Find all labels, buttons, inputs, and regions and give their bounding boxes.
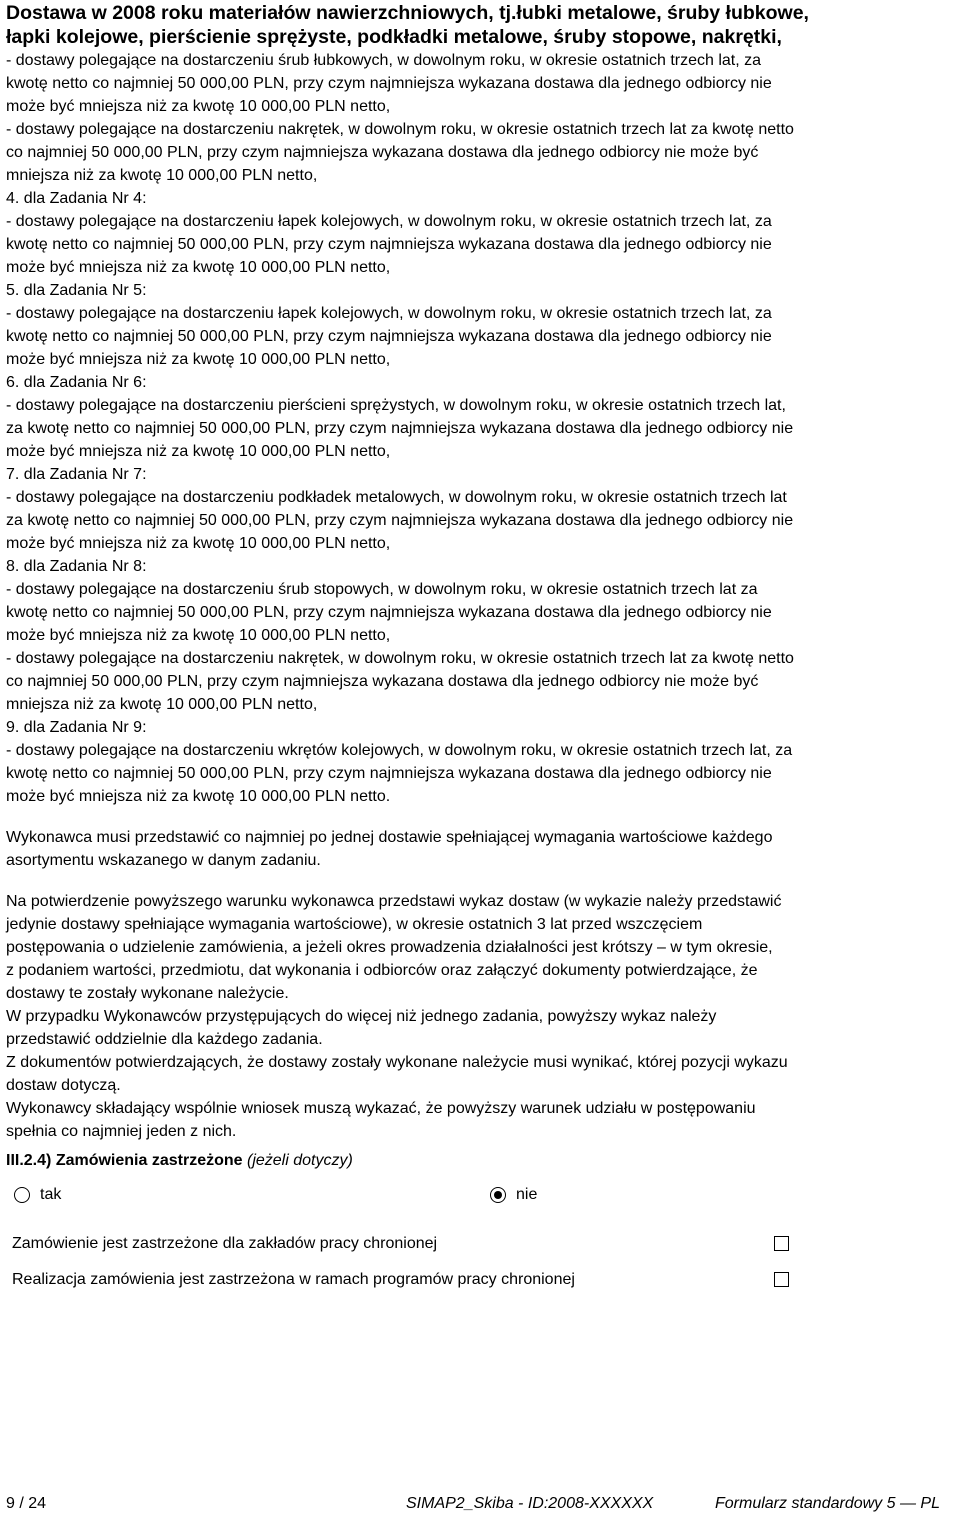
requirement-line: może być mniejsza niż za kwotę 10 000,00 PLN netto, [6,259,391,276]
paragraph-line: dostawy te zostały wykonane należycie. [6,985,289,1002]
checkbox-label: Realizacja zamówienia jest zastrzeżona w ramach programów pracy chronionej [12,1271,575,1288]
heading [6,0,956,49]
document-page [6,0,956,1298]
requirement-line: kwotę netto co najmniej 50 000,00 PLN, przy czym najmniejsza wykazana dostawa dla jednego odbiorcy nie [6,765,772,782]
requirement-line: może być mniejsza niż za kwotę 10 000,00 PLN netto, [6,443,391,460]
form-name: Formularz standardowy 5 — PL [715,1495,940,1512]
paragraph-line: jedynie dostawy spełniające wymagania wartościowe), w okresie ostatnich 3 lat przed wszczęciem [6,916,703,933]
radio-no-label: nie [516,1186,538,1203]
requirement-line: - dostawy polegające na dostarczeniu łapek kolejowych, w dowolnym roku, w okresie ostatnich trzech lat, za [6,305,772,322]
reserved-radio-group [6,1180,956,1216]
paragraph-requirement [6,826,956,872]
requirement-line: 4. dla Zadania Nr 4: [6,190,147,207]
paragraph-line: postępowania o udzielenie zamówienia, a jeżeli okres prowadzenia działalności jest krótszy – w tym okresie, [6,939,773,956]
heading-line: Dostawa w 2008 roku materiałów nawierzchniowych, tj.łubki metalowe, śruby łubkowe, [6,2,809,24]
paragraph-line: spełnia co najmniej jeden z nich. [6,1123,237,1140]
requirement-line: co najmniej 50 000,00 PLN, przy czym najmniejsza wykazana dostawa dla jednego odbiorcy nie może być [6,673,759,690]
requirement-line: kwotę netto co najmniej 50 000,00 PLN, przy czym najmniejsza wykazana dostawa dla jednego odbiorcy nie [6,75,772,92]
heading-line: łapki kolejowe, pierścienie sprężyste, podkładki metalowe, śruby stopowe, nakrętki, [6,26,782,48]
requirement-line: kwotę netto co najmniej 50 000,00 PLN, przy czym najmniejsza wykazana dostawa dla jednego odbiorcy nie [6,236,772,253]
checkbox-protected-programs[interactable] [774,1272,789,1287]
requirement-line: może być mniejsza niż za kwotę 10 000,00 PLN netto, [6,98,391,115]
checkbox-row-protected-programs [6,1262,956,1298]
requirement-line: może być mniejsza niż za kwotę 10 000,00 PLN netto, [6,627,391,644]
requirement-line: - dostawy polegające na dostarczeniu podkładek metalowych, w dowolnym roku, w okresie ostatnich trzech lat [6,489,787,506]
checkbox-label: Zamówienie jest zastrzeżone dla zakładów pracy chronionej [12,1235,438,1252]
requirement-line: 8. dla Zadania Nr 8: [6,558,147,575]
requirement-line: kwotę netto co najmniej 50 000,00 PLN, przy czym najmniejsza wykazana dostawa dla jednego odbiorcy nie [6,604,772,621]
requirement-line: kwotę netto co najmniej 50 000,00 PLN, przy czym najmniejsza wykazana dostawa dla jednego odbiorcy nie [6,328,772,345]
requirement-line: może być mniejsza niż za kwotę 10 000,00 PLN netto. [6,788,391,805]
requirement-line: za kwotę netto co najmniej 50 000,00 PLN, przy czym najmniejsza wykazana dostawa dla jednego odbiorcy nie [6,512,794,529]
requirement-line: 9. dla Zadania Nr 9: [6,719,147,736]
section-note: (jeżeli dotyczy) [246,1152,353,1169]
requirement-line: może być mniejsza niż za kwotę 10 000,00 PLN netto, [6,351,391,368]
checkbox-row-protected-workshops [6,1226,956,1262]
section-number: III.2.4) [6,1152,52,1169]
section-title [6,1149,956,1172]
radio-no-circle[interactable] [490,1187,506,1203]
paragraph-line: Wykonawca musi przedstawić co najmniej po jednej dostawie spełniającej wymagania wartościowe każdego [6,829,773,846]
requirement-line: 7. dla Zadania Nr 7: [6,466,147,483]
requirement-line: mniejsza niż za kwotę 10 000,00 PLN netto, [6,167,318,184]
requirement-line: co najmniej 50 000,00 PLN, przy czym najmniejsza wykazana dostawa dla jednego odbiorcy nie może być [6,144,759,161]
paragraph-line: przedstawić oddzielnie dla każdego zadania. [6,1031,323,1048]
requirement-line: - dostawy polegające na dostarczeniu łapek kolejowych, w dowolnym roku, w okresie ostatnich trzech lat, za [6,213,772,230]
paragraph-line: Wykonawcy składający wspólnie wniosek muszą wykazać, że powyższy warunek udziału w postępowaniu [6,1100,756,1117]
paragraph-proof [6,890,956,1143]
radio-option-no[interactable] [490,1186,537,1204]
page-number: 9 / 24 [6,1495,47,1512]
requirement-line: - dostawy polegające na dostarczeniu nakrętek, w dowolnym roku, w okresie ostatnich trzech lat za kwotę netto [6,121,794,138]
paragraph-line: Na potwierdzenie powyższego warunku wykonawca przedstawi wykaz dostaw (w wykazie należy przedstawić [6,893,782,910]
paragraph-line: dostaw dotyczą. [6,1077,121,1094]
requirements-list [6,49,956,808]
requirement-line: 5. dla Zadania Nr 5: [6,282,147,299]
radio-yes-circle[interactable] [14,1187,30,1203]
requirement-line: mniejsza niż za kwotę 10 000,00 PLN netto, [6,696,318,713]
requirement-line: - dostawy polegające na dostarczeniu pierścieni sprężystych, w dowolnym roku, w okresie ostatnich trzech lat, [6,397,786,414]
requirement-line: za kwotę netto co najmniej 50 000,00 PLN, przy czym najmniejsza wykazana dostawa dla jednego odbiorcy nie [6,420,794,437]
requirement-line: - dostawy polegające na dostarczeniu śrub łubkowych, w dowolnym roku, w okresie ostatnich trzech lat, za [6,52,762,69]
requirement-line: - dostawy polegające na dostarczeniu nakrętek, w dowolnym roku, w okresie ostatnich trzech lat za kwotę netto [6,650,794,667]
paragraph-line: z podaniem wartości, przedmiotu, dat wykonania i odbiorców oraz załączyć dokumenty potwierdzające, że [6,962,758,979]
radio-selected-dot [494,1191,502,1199]
requirement-line: - dostawy polegające na dostarczeniu śrub stopowych, w dowolnym roku, w okresie ostatnich trzech lat za [6,581,758,598]
requirement-line: może być mniejsza niż za kwotę 10 000,00 PLN netto, [6,535,391,552]
requirement-line: - dostawy polegające na dostarczeniu wkrętów kolejowych, w dowolnym roku, w okresie ostatnich trzech lat, za [6,742,793,759]
checkbox-protected-workshops[interactable] [774,1236,789,1251]
paragraph-line: W przypadku Wykonawców przystępujących do więcej niż jednego zadania, powyższy wykaz należy [6,1008,717,1025]
requirement-line: 6. dla Zadania Nr 6: [6,374,147,391]
paragraph-line: Z dokumentów potwierdzających, że dostawy zostały wykonane należycie musi wynikać, której pozycji wykazu [6,1054,788,1071]
section-heading: Zamówienia zastrzeżone [55,1152,243,1169]
radio-option-yes[interactable] [14,1186,61,1204]
radio-yes-label: tak [40,1186,62,1203]
document-id: SIMAP2_Skiba - ID:2008-XXXXXX [406,1495,654,1512]
paragraph-line: asortymentu wskazanego w danym zadaniu. [6,852,321,869]
